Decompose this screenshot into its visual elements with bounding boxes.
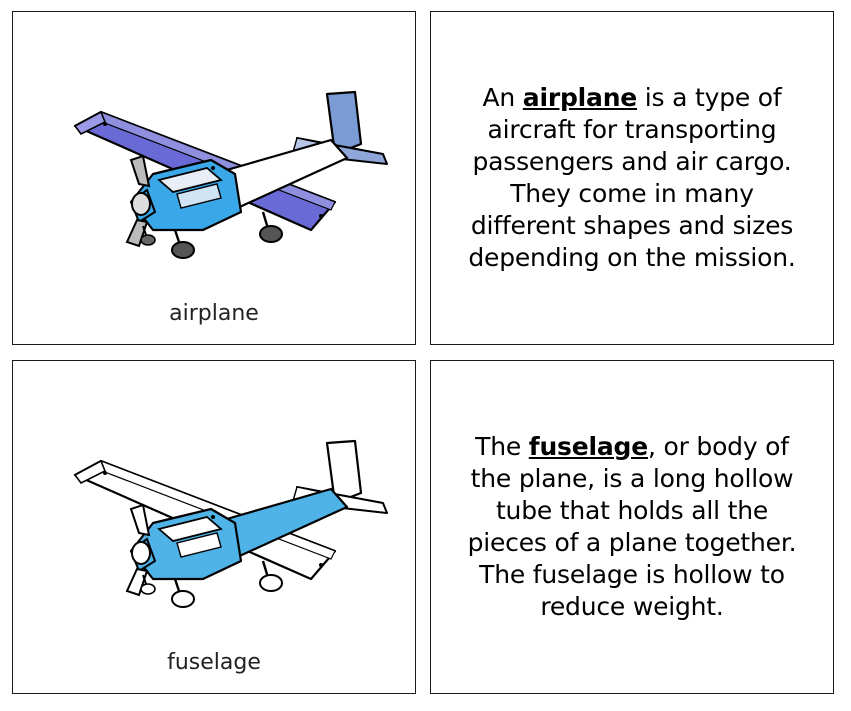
airplane-illustration-fuselage-highlighted <box>35 383 395 623</box>
picture-card-airplane <box>12 11 416 345</box>
picture-card-label: fuselage <box>167 650 261 675</box>
picture-card-fuselage <box>12 360 416 694</box>
definition-text <box>457 82 807 274</box>
definition-text <box>457 431 807 623</box>
definition-after: is a type of aircraft for transporting passengers and air cargo. They come in many different shapes and sizes depending on the mission. <box>468 83 796 272</box>
definition-term: fuselage <box>528 432 648 461</box>
text-card-fuselage <box>430 360 834 694</box>
picture-card-label: airplane <box>169 301 259 326</box>
card-row-fuselage <box>0 345 851 694</box>
card-row-airplane <box>0 0 851 345</box>
definition-before: An <box>482 83 523 112</box>
definition-before: The <box>475 432 529 461</box>
airplane-illustration-colored <box>35 34 395 274</box>
text-card-airplane <box>430 11 834 345</box>
definition-term: airplane <box>522 83 638 112</box>
definition-after: , or body of the plane, is a long hollow tube that holds all the pieces of a plane together. The fuselage is hollow to reduce weight. <box>467 432 797 621</box>
